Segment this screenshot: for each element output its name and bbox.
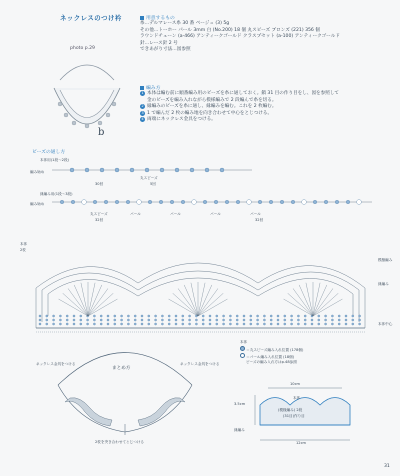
dimension-diagram xyxy=(250,380,370,450)
dim-stitch: (31目)作り目 xyxy=(283,414,305,418)
bead-count: パール xyxy=(130,212,141,216)
crochet-chart xyxy=(28,228,373,336)
necklace-illustration xyxy=(40,60,135,150)
step-number-icon: 1 xyxy=(141,91,144,95)
dim-edge: 縁編み xyxy=(234,428,245,432)
method-step: 1 で編んだ 2 枚の編み地を向き合わせて中心をとじつける。 xyxy=(147,110,273,116)
edge-dir-label: 編み始め xyxy=(30,202,45,206)
step-number-icon: 3 xyxy=(141,110,144,115)
assembly-bottom-note: 2枚を突き合わせてとじつける xyxy=(95,440,145,444)
bead-count: 32回 xyxy=(95,218,104,222)
legend-item xyxy=(240,346,303,353)
photo-ref: photo p.29 xyxy=(70,46,95,51)
bead-row-1 xyxy=(52,165,252,175)
pearl-icon xyxy=(240,353,245,358)
svg-text:b: b xyxy=(98,127,105,138)
bead-icon xyxy=(240,346,245,351)
method-step: 本体は編む前に順番編み用のビーズを糸に通しておく。鎖 31 目の作り目をし、図を参照して xyxy=(147,91,340,96)
edge-beads-label: 縁編み用(1段～3段) xyxy=(40,192,73,196)
dim-body-rows: (模様編み) 2段 xyxy=(278,408,303,412)
body-rows-label: 2枚 xyxy=(20,248,26,252)
bead-count: パール xyxy=(170,212,181,216)
assembly-heading: まとめ方 xyxy=(112,366,131,371)
square-bullet-icon xyxy=(140,16,144,20)
right-label: 縁編み xyxy=(378,282,389,286)
bead-row-2 xyxy=(52,197,372,207)
materials-line: その他…トーホー パール 3mm 白 (No.200) 18 個 丸スピーズ ブロンズ (221) 356 個 xyxy=(140,27,320,33)
legend-heading: 本体 xyxy=(240,340,248,344)
method-heading: 編み方 xyxy=(146,86,161,91)
legend-note: ビーズの編み入れ方はp.48参照 xyxy=(246,360,297,364)
legend-text: ＝パール編み入れ位置 (18個) xyxy=(246,355,295,359)
bead-count: 5回 xyxy=(150,182,156,186)
bead-count: 丸スピーズ xyxy=(140,176,158,180)
body-beads-label: 本体用(1段～2段) xyxy=(40,158,69,162)
bead-count: 丸スピーズ xyxy=(90,212,108,216)
legend-item xyxy=(240,353,294,360)
materials-line: 糸…デルマレース糸 30 番 ベージュ (3) 5g xyxy=(140,21,230,26)
materials-line: できあがり寸法…図参照 xyxy=(140,47,191,52)
bead-count: パール xyxy=(210,212,221,216)
step-number-icon: 2 xyxy=(141,104,144,108)
step-number-icon: 4 xyxy=(141,117,144,121)
dim-top: 10cm xyxy=(290,382,301,386)
legend-text: ＝丸スピーズ編み入れ位置 (178個) xyxy=(246,348,304,352)
bead-order-heading: ビーズの通し方 xyxy=(32,150,66,155)
assembly-note-left: ネックレス金具をつける xyxy=(36,362,76,366)
materials-heading: 用意するもの xyxy=(146,16,175,21)
method-block xyxy=(140,84,339,124)
page-title: ネックレスのつけ衿 xyxy=(60,14,122,22)
bead-count: パール xyxy=(250,212,261,216)
body-label: 本体 xyxy=(20,242,28,246)
right-label: 模様編み xyxy=(378,258,393,262)
right-label: 本体中心 xyxy=(378,322,393,326)
page-number: 31 xyxy=(384,464,390,469)
assembly-diagram xyxy=(40,340,210,440)
materials-line: ラウンドチェーン (a-466) アンティークゴールド クラスプセット (a-100) アンティークゴールド xyxy=(140,34,340,39)
materials-block xyxy=(140,14,340,54)
bead-count: 30回 xyxy=(95,182,104,186)
method-step: 両端にネックレス金具をつける。 xyxy=(147,117,216,122)
method-step: 金のビーズを編み入れながら模様編みで 2 段編んで糸を切る。 xyxy=(147,97,277,103)
method-step: 縁編みのビーズを糸に通し、縁編みを編む。これを 2 枚編む。 xyxy=(147,104,277,109)
assembly-note-right: ネックレス金具をつける xyxy=(180,362,220,366)
dim-body-label: 本体 xyxy=(293,396,301,400)
dim-height: 3.5cm xyxy=(234,402,246,406)
square-bullet-icon xyxy=(140,86,144,90)
edge-dir-label: 編み始め xyxy=(30,170,45,174)
dim-bottom: 12cm xyxy=(296,441,307,445)
bead-count: 32回 xyxy=(255,218,264,222)
materials-line: 針…レース針 2 号 xyxy=(140,40,178,46)
